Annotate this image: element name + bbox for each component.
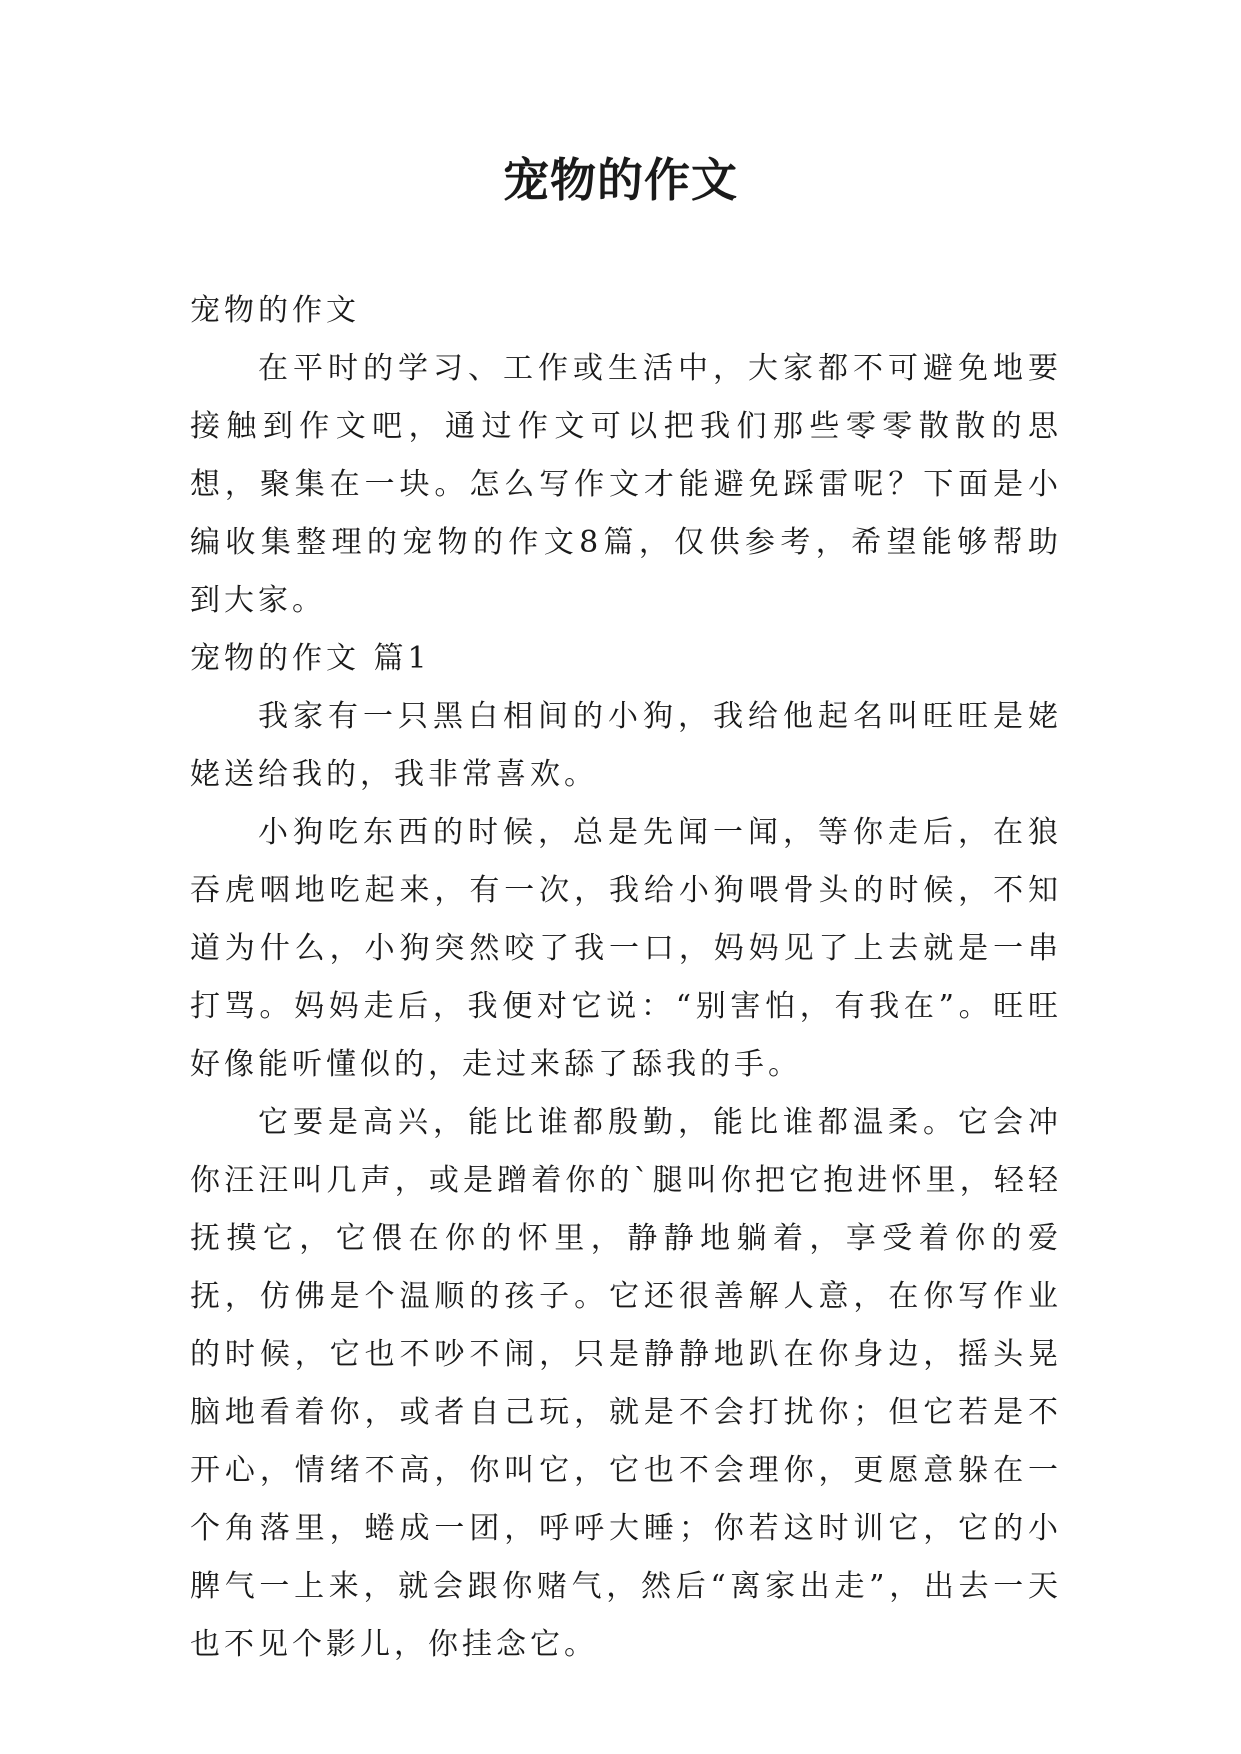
document-body (190, 282, 1062, 1674)
body-paragraph-3: 它要是高兴，能比谁都殷勤，能比谁都温柔。它会冲你汪汪叫几声，或是蹭着你的`腿叫你把它抱进怀里，轻轻抚摸它，它偎在你的怀里，静静地躺着，享受着你的爱抚，仿佛是个温顺的孩子。它还很善解人意，在你写作业的时候，它也不吵不闹，只是静静地趴在你身边，摇头晃脑地看着你，或者自己玩，就是不会打扰你；但它若是不开心，情绪不高，你叫它，它也不会理你，更愿意躲在一个角落里，蜷成一团，呼呼大睡；你若这时训它，它的小脾气一上来，就会跟你赌气，然后“离家出走”，出去一天也不见个影儿，你挂念它。 (190, 1105, 1062, 1662)
section-heading-intro: 宠物的作文 (190, 293, 360, 328)
document-title: 宠物的作文 (503, 153, 738, 207)
body-paragraph-2: 小狗吃东西的时候，总是先闻一闻，等你走后，在狼吞虎咽地吃起来，有一次，我给小狗喂骨头的时候，不知道为什么，小狗突然咬了我一口，妈妈见了上去就是一串打骂。妈妈走后，我便对它说：“别害怕，有我在”。旺旺好像能听懂似的，走过来舔了舔我的手。 (190, 815, 1062, 1082)
section-heading-part-1: 宠物的作文 篇1 (190, 641, 431, 676)
body-paragraph-1: 我家有一只黑白相间的小狗，我给他起名叫旺旺是姥姥送给我的，我非常喜欢。 (190, 699, 1062, 792)
intro-paragraph: 在平时的学习、工作或生活中，大家都不可避免地要接触到作文吧，通过作文可以把我们那些零零散散的思想，聚集在一块。怎么写作文才能避免踩雷呢？下面是小编收集整理的宠物的作文8篇，仅供参考，希望能够帮助到大家。 (190, 351, 1062, 618)
